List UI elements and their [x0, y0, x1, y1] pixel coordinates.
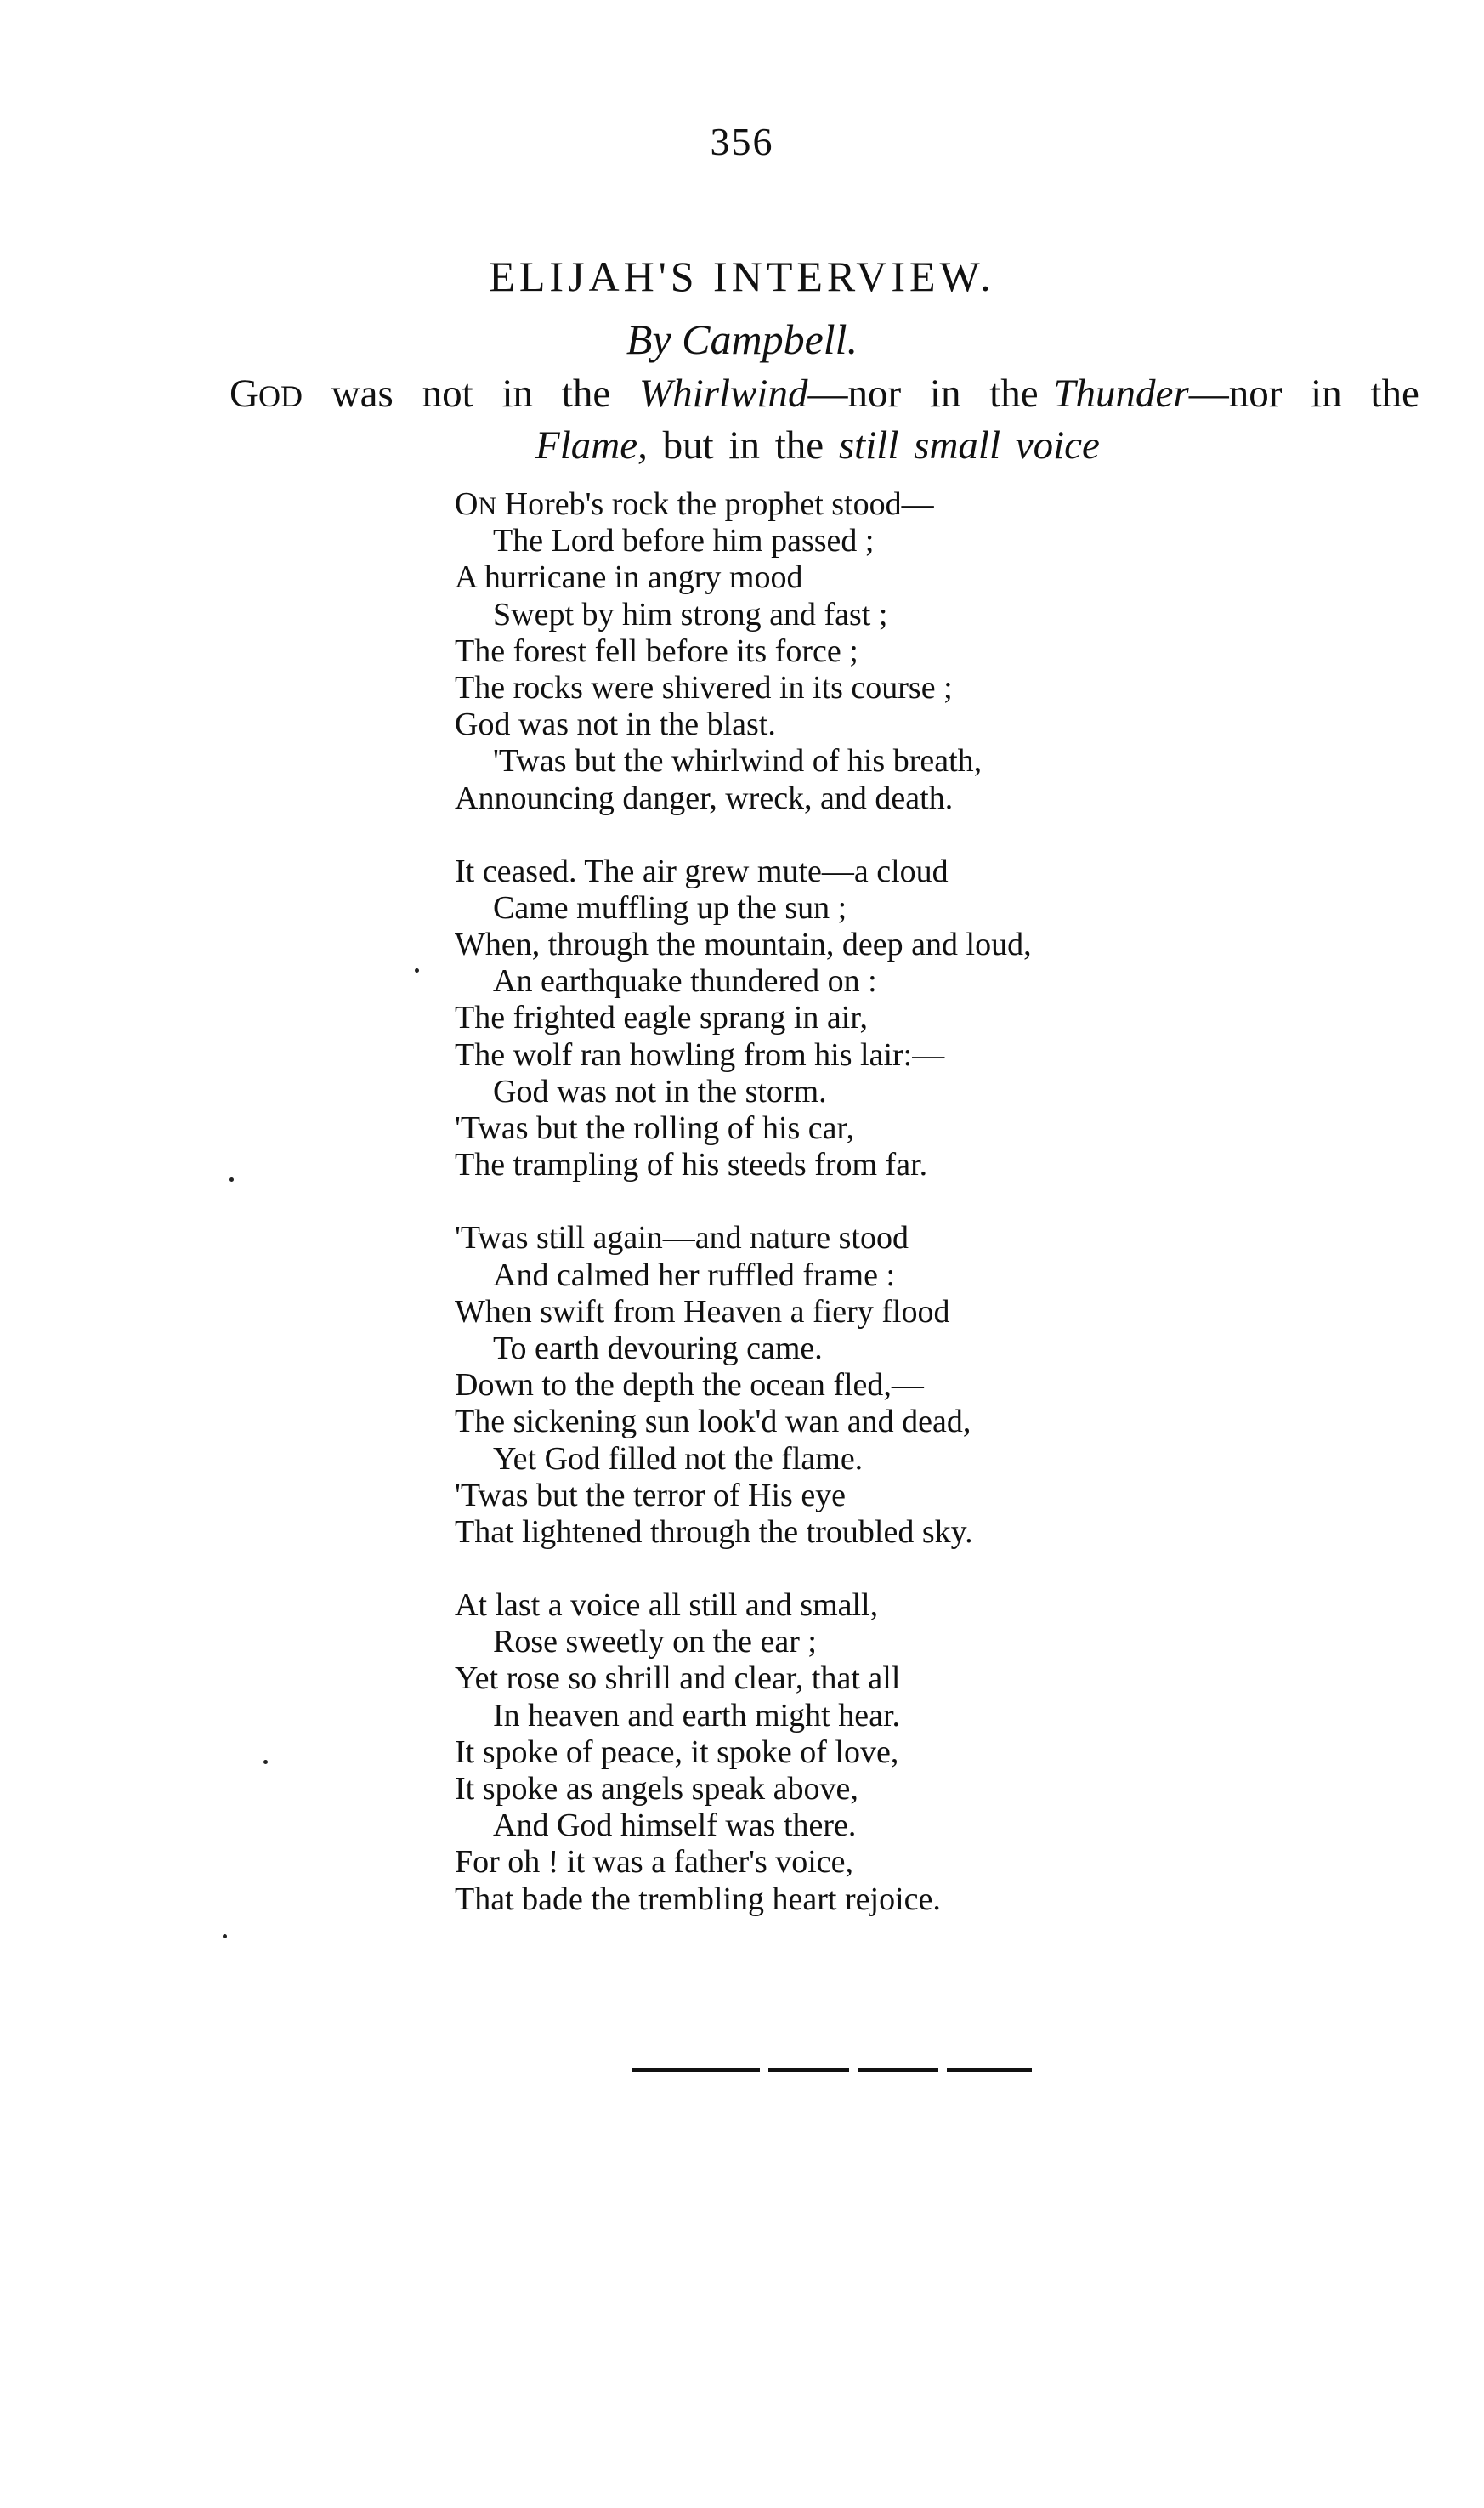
print-speck [263, 1760, 268, 1764]
poem-line: 'Twas still again—and nature stood [455, 1220, 909, 1257]
epigraph-line-1 [229, 369, 1419, 421]
print-speck [229, 1177, 234, 1182]
epigraph-text: the [989, 372, 1039, 416]
stanza [455, 486, 1220, 817]
rule-segment [768, 2068, 849, 2072]
epigraph-word: in [501, 372, 534, 416]
poem-line: Came muffling up the sun ; [493, 889, 847, 926]
poem-line: The trampling of his steeds from far. [455, 1147, 928, 1183]
epigraph-word [229, 369, 303, 421]
poem-line: 'Twas but the whirlwind of his breath, [493, 743, 983, 780]
poem-title: ELIJAH'S INTERVIEW. [489, 253, 995, 300]
stanza [455, 854, 1220, 1184]
small-caps: N [478, 492, 497, 520]
poem-line: The sickening sun look'd wan and dead, [455, 1404, 971, 1440]
poem-line: Yet rose so shrill and clear, that all [455, 1660, 901, 1697]
poem-line: That bade the trembling heart rejoice. [455, 1881, 941, 1917]
poem-line: And calmed her ruffled frame : [493, 1257, 896, 1293]
epigraph-text: —nor [1188, 372, 1283, 416]
drop-initial: O [455, 486, 479, 522]
small-caps: OD [258, 379, 303, 413]
poem-line: The wolf ran howling from his lair:— [455, 1036, 945, 1073]
rule-segment [858, 2068, 938, 2072]
epigraph-word: the [561, 372, 611, 416]
epigraph-italic: Whirlwind [639, 372, 808, 416]
poem-line: God was not in the storm. [493, 1073, 827, 1109]
poem-line: To earth devouring came. [493, 1330, 823, 1366]
poem-line: Yet God filled not the flame. [493, 1440, 864, 1477]
rule-segment [947, 2068, 1032, 2072]
poem-line: 'Twas but the terror of His eye [455, 1477, 847, 1513]
closing-rule [632, 2068, 1032, 2072]
poem-line: An earthquake thundered on : [493, 963, 877, 1000]
poem-line: That lightened through the troubled sky. [455, 1513, 973, 1550]
poem-line: The rocks were shivered in its course ; [455, 669, 953, 706]
drop-initial: G [229, 372, 258, 416]
epigraph-word: the [1370, 372, 1419, 416]
epigraph-italic: Thunder [1053, 372, 1189, 416]
rule-segment [632, 2068, 760, 2072]
epigraph-italic: still small voice [838, 423, 1100, 468]
poem-line: It spoke of peace, it spoke of love, [455, 1733, 899, 1770]
print-speck [223, 1934, 227, 1938]
epigraph-word: in [929, 372, 961, 416]
print-speck [415, 968, 419, 973]
poem-line: It ceased. The air grew mute—a cloud [455, 853, 949, 889]
epigraph-word [989, 369, 1282, 421]
poem-line: Down to the depth the ocean fled,— [455, 1367, 924, 1404]
poem-byline: By Campbell. [626, 315, 858, 363]
poem-line: The frighted eagle sprang in air, [455, 1000, 868, 1036]
epigraph [229, 369, 1419, 470]
epigraph-word: was [331, 372, 394, 416]
epigraph-word: not [422, 372, 473, 416]
poem-line: Rose sweetly on the ear ; [493, 1624, 817, 1660]
poem-line: In heaven and earth might hear. [493, 1697, 901, 1733]
poem-line: A hurricane in angry mood [455, 559, 803, 596]
poem-line [455, 486, 1220, 523]
poem-line: At last a voice all still and small, [455, 1587, 879, 1624]
poem-line: Swept by him strong and fast ; [493, 596, 888, 633]
epigraph-word: in [1311, 372, 1342, 416]
poem-body [455, 486, 1220, 1955]
poem-line: Announcing danger, wreck, and death. [455, 780, 954, 816]
epigraph-italic: Flame, [535, 423, 648, 468]
stanza [455, 1587, 1220, 1918]
poem-line: And God himself was there. [493, 1807, 857, 1844]
poem-line: For oh ! it was a father's voice, [455, 1844, 854, 1881]
epigraph-word [639, 369, 901, 421]
epigraph-text: but in the [647, 423, 839, 468]
line-text: Horeb's rock the prophet stood— [496, 486, 934, 522]
poem-line: When swift from Heaven a fiery flood [455, 1293, 950, 1330]
poem-line: The Lord before him passed ; [493, 523, 875, 559]
poem-line: The forest fell before its force ; [455, 633, 858, 669]
epigraph-text: —nor [807, 372, 902, 416]
poem-line: 'Twas but the rolling of his car, [455, 1110, 855, 1146]
poem-line: It spoke as angels speak above, [455, 1771, 858, 1807]
poem-line: When, through the mountain, deep and loud, [455, 927, 1032, 963]
poem-line: God was not in the blast. [455, 706, 776, 743]
stanza [455, 1220, 1220, 1551]
epigraph-line-2 [229, 421, 1419, 470]
page-number: 356 [710, 120, 774, 163]
